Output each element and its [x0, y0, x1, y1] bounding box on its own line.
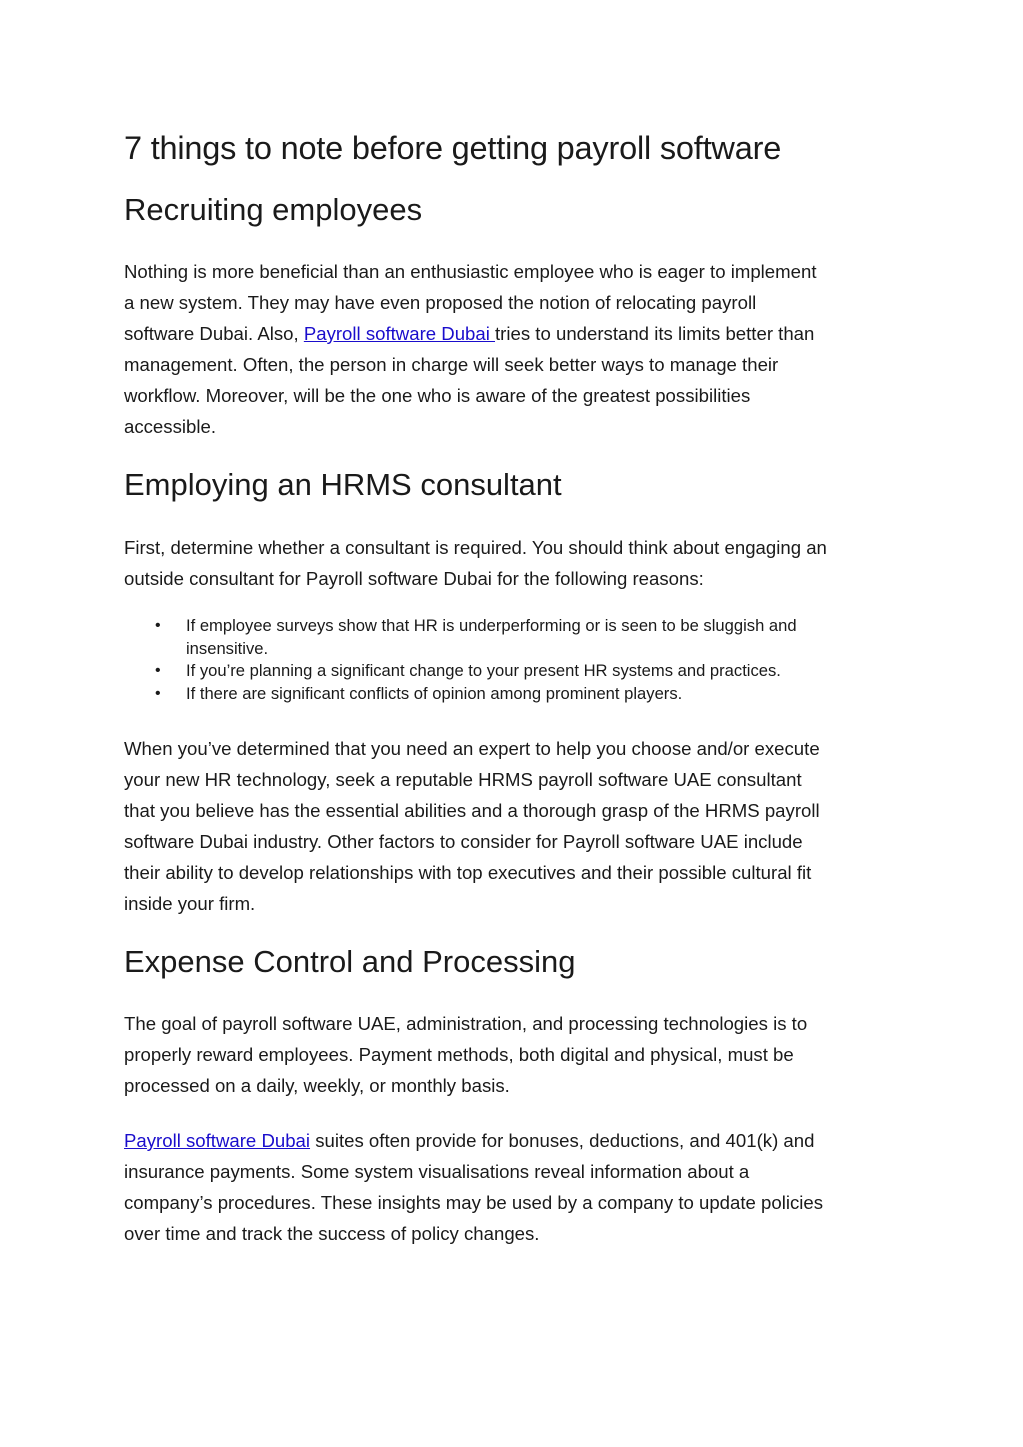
bullet-icon: •: [155, 662, 161, 679]
text-line: [124, 318, 904, 349]
payroll-software-dubai-link[interactable]: Payroll software Dubai: [303, 323, 496, 344]
reasons-list: [124, 615, 904, 705]
text-line: over time and track the success of policy changes.: [124, 1223, 540, 1244]
list-item: [124, 615, 904, 660]
bullet-icon: •: [155, 617, 161, 634]
section-heading-recruiting: Recruiting employees: [124, 192, 423, 227]
text-line: insurance payments. Some system visualisations reveal information about a: [124, 1161, 750, 1182]
text-line: company’s procedures. These insights may be used by a company to update policies: [124, 1192, 824, 1213]
text-line: When you’ve determined that you need an expert to help you choose and/or execute: [124, 738, 820, 759]
text-line: [124, 1125, 904, 1156]
bullet-icon: •: [155, 684, 161, 702]
list-item: [124, 683, 904, 706]
text-segment: tries to understand its limits better than: [495, 323, 815, 344]
text-line: software Dubai industry. Other factors to consider for Payroll software UAE include: [124, 831, 803, 852]
list-item: [124, 660, 904, 683]
text-line: If you’re planning a significant change to your present HR systems and practices.: [186, 661, 781, 680]
text-line: If employee surveys show that HR is underperforming or is seen to be sluggish and: [186, 616, 797, 635]
text-line: The goal of payroll software UAE, administration, and processing technologies is to: [124, 1013, 808, 1034]
text-line: If there are significant conflicts of opinion among prominent players.: [186, 683, 683, 703]
text-line: a new system. They may have even proposed the notion of relocating payroll: [124, 292, 757, 313]
text-line: Nothing is more beneficial than an enthusiastic employee who is eager to implement: [124, 261, 817, 282]
section-heading-hrms-consultant: Employing an HRMS consultant: [124, 467, 562, 502]
paragraph-recruiting: [124, 256, 904, 442]
section-heading-expense-control: Expense Control and Processing: [124, 944, 576, 979]
payroll-software-dubai-link[interactable]: Payroll software Dubai: [124, 1130, 311, 1151]
paragraph-consultant-intro: [124, 532, 904, 594]
text-line: properly reward employees. Payment methods, both digital and physical, must be: [124, 1044, 794, 1065]
text-line: insensitive.: [186, 638, 269, 658]
paragraph-consultant-closing: [124, 733, 904, 919]
text-line: First, determine whether a consultant is required. You should think about engaging an: [124, 537, 827, 558]
text-line: workflow. Moreover, will be the one who is aware of the greatest possibilities: [124, 385, 751, 406]
text-line: management. Often, the person in charge will seek better ways to manage their: [124, 354, 779, 375]
text-line: your new HR technology, seek a reputable HRMS payroll software UAE consultant: [124, 769, 802, 790]
document-title: 7 things to note before getting payroll software: [124, 130, 782, 166]
text-line: outside consultant for Payroll software Dubai for the following reasons:: [124, 568, 704, 589]
text-segment: suites often provide for bonuses, deductions, and 401(k) and: [310, 1130, 815, 1151]
text-line: accessible.: [124, 416, 216, 437]
text-line: inside your firm.: [124, 893, 256, 914]
paragraph-expense-suites: [124, 1125, 904, 1249]
text-line: processed on a daily, weekly, or monthly basis.: [124, 1075, 510, 1096]
text-line: that you believe has the essential abilities and a thorough grasp of the HRMS payroll: [124, 800, 820, 821]
text-line: their ability to develop relationships with top executives and their possible cultural fit: [124, 862, 812, 883]
text-segment: software Dubai. Also,: [124, 323, 304, 344]
paragraph-expense-goal: [124, 1008, 904, 1101]
